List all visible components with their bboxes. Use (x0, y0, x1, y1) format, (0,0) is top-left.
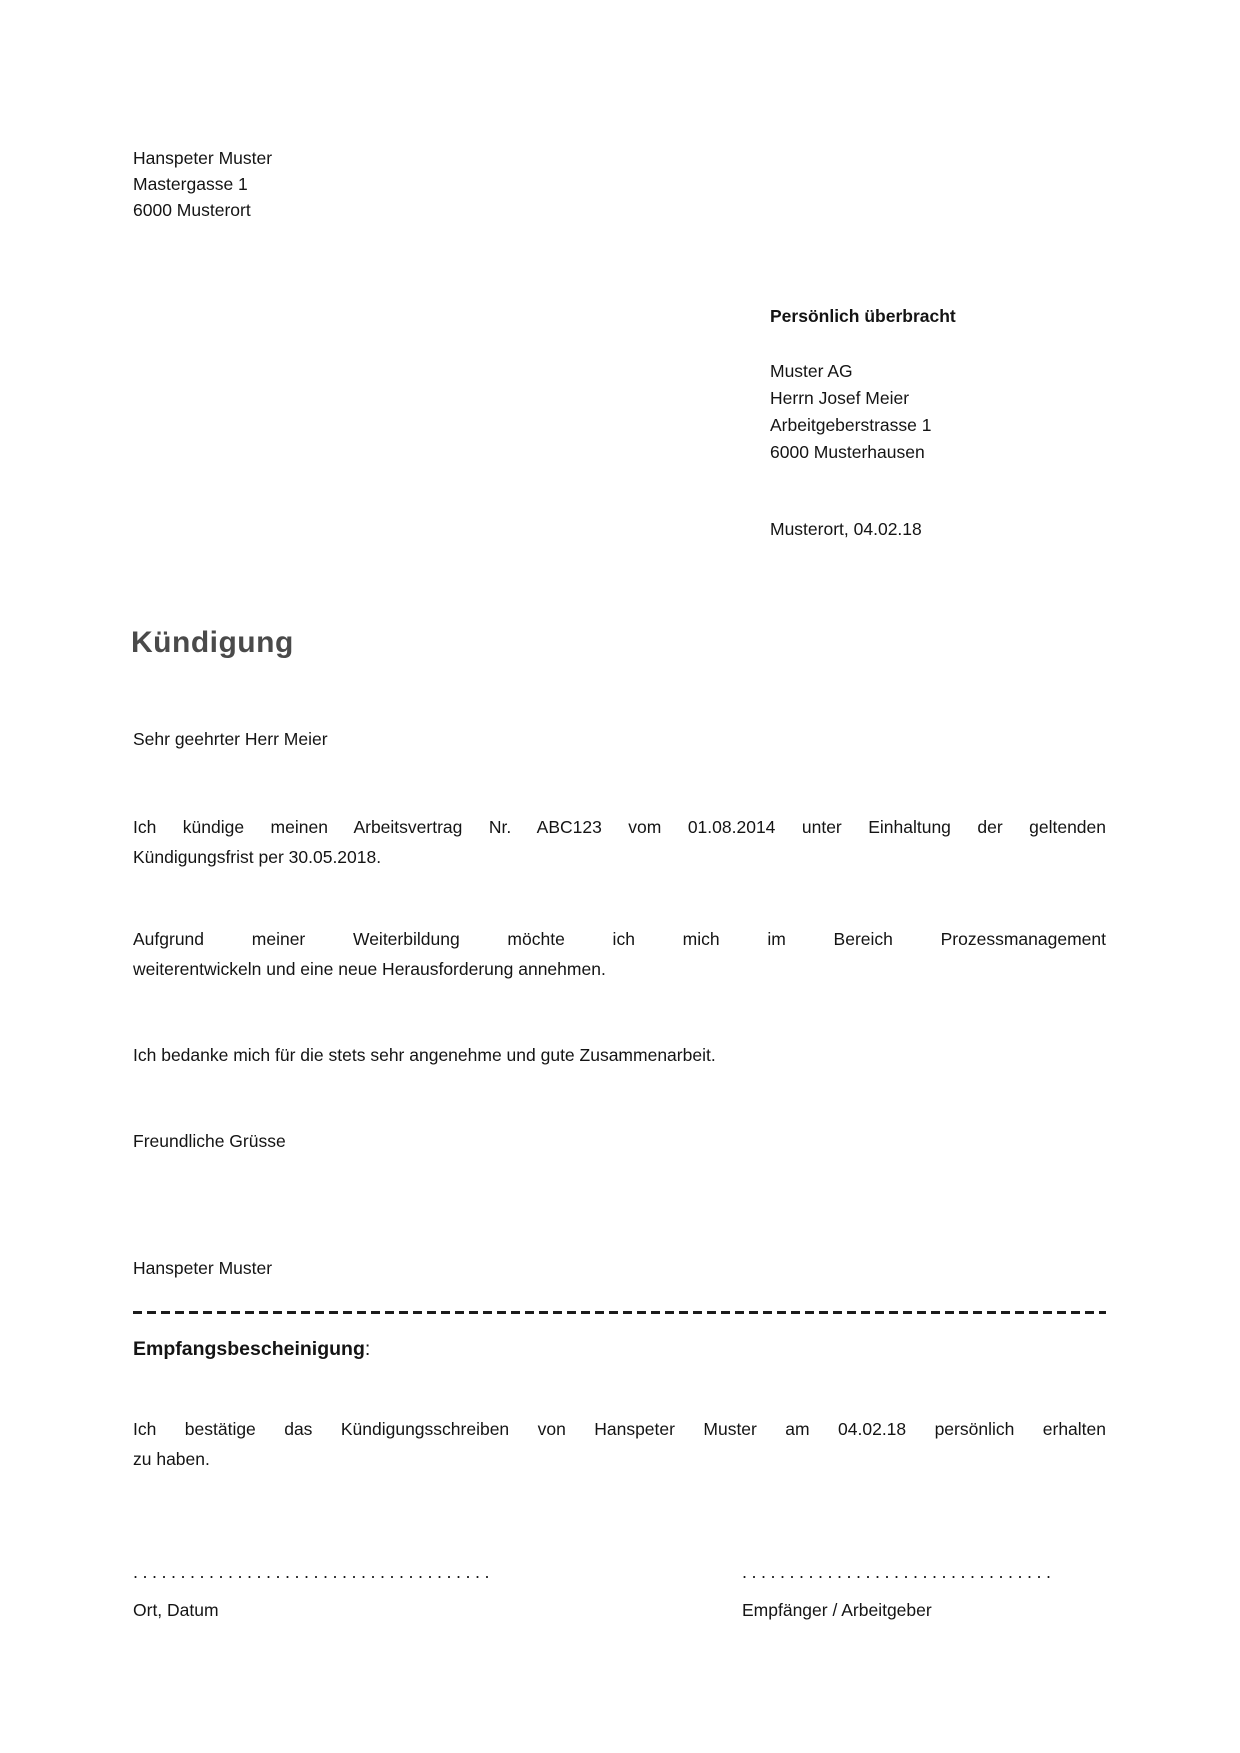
date-line: Musterort, 04.02.18 (770, 519, 922, 539)
delivery-note: Persönlich überbracht (770, 306, 956, 326)
closing-phrase: Freundliche Grüsse (133, 1131, 286, 1151)
sender-address-block (133, 145, 272, 223)
recipient-company: Muster AG (770, 361, 853, 381)
salutation: Sehr geehrter Herr Meier (133, 729, 328, 749)
receipt-heading-text: Empfangsbescheinigung (133, 1338, 365, 1360)
paragraph-termination-line1: Ich kündige meinen Arbeitsvertrag Nr. ABC123 vom 01.08.2014 unter Einhaltung der geltenden (133, 817, 1106, 837)
document-title: Kündigung (131, 626, 294, 659)
paragraph-reason-line1: Aufgrund meiner Weiterbildung möchte ich mich im Bereich Prozessmanagement (133, 929, 1106, 949)
paragraph-thanks: Ich bedanke mich für die stets sehr angenehme und gute Zusammenarbeit. (133, 1045, 716, 1065)
recipient-person: Herrn Josef Meier (770, 388, 910, 408)
signature-label-place-date: Ort, Datum (133, 1600, 219, 1620)
paragraph-termination-line2: Kündigungsfrist per 30.05.2018. (133, 847, 382, 867)
signature-dotted-line-right: ................................. (742, 1562, 1056, 1582)
sender-name: Hanspeter Muster (133, 148, 273, 168)
signature-dotted-line-left: ...................................... (133, 1562, 495, 1582)
signature-name: Hanspeter Muster (133, 1258, 273, 1278)
paragraph-termination (133, 812, 1106, 872)
receipt-heading-colon: : (364, 1338, 371, 1360)
paragraph-reason (133, 924, 1106, 984)
recipient-city: 6000 Musterhausen (770, 442, 925, 462)
dashed-separator-line (133, 1311, 1106, 1314)
receipt-heading (133, 1338, 370, 1361)
paragraph-reason-line2: weiterentwickeln und eine neue Herausforderung annehmen. (133, 959, 606, 979)
sender-city: 6000 Musterort (133, 200, 251, 220)
sender-street: Mastergasse 1 (133, 174, 248, 194)
paragraph-receipt-line2: zu haben. (133, 1449, 210, 1469)
paragraph-receipt-line1: Ich bestätige das Kündigungsschreiben von Hanspeter Muster am 04.02.18 persönlich erhalten (133, 1419, 1106, 1439)
recipient-street: Arbeitgeberstrasse 1 (770, 415, 932, 435)
recipient-address-block (770, 358, 931, 466)
paragraph-receipt-confirmation (133, 1414, 1106, 1474)
signature-label-recipient-employer: Empfänger / Arbeitgeber (742, 1600, 932, 1620)
